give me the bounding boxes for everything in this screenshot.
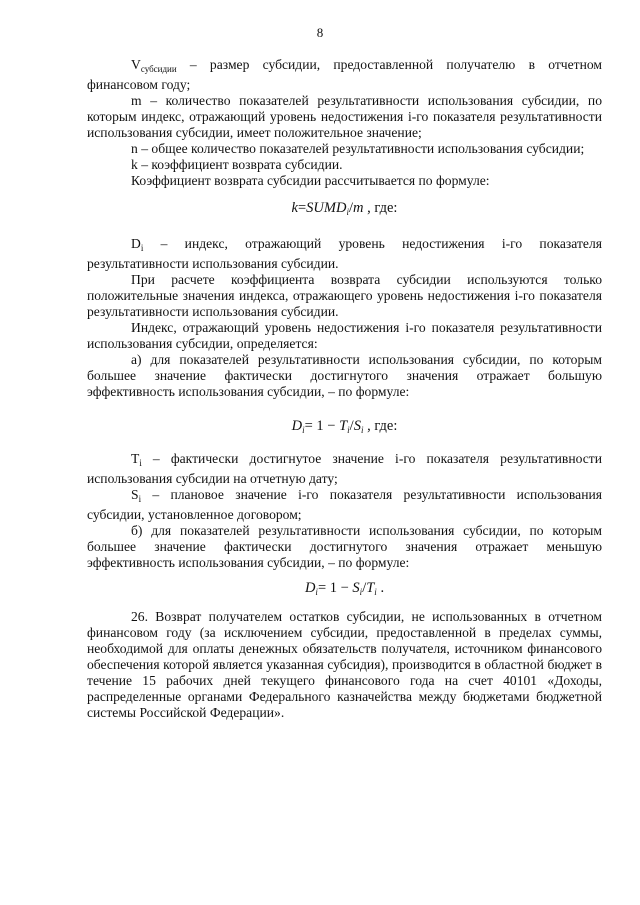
formula-b-lhs-sub: i [315, 587, 318, 597]
di-definition-text: – индекс, отражающий уровень недостижения i-го показателя результативности использования субсидии. [87, 236, 602, 271]
formula-a-num-sub: i [347, 425, 350, 435]
v-subscript: субсидии [140, 64, 177, 74]
di-subscript: i [140, 243, 144, 253]
ti-symbol: T [131, 451, 140, 466]
formula-b-den-sub: i [374, 587, 377, 597]
formula-a-num: T [339, 418, 348, 434]
index-determined-paragraph: Индекс, отражающий уровень недостижения i-го показателя результативности использования субсидии, определяется: [87, 320, 602, 351]
page-number: 8 [316, 25, 324, 40]
positive-values-paragraph: При расчете коэффициента возврата субсидии используются только положительные значения индекса, отражающего уровень недостижения i-го показателя результативности использования субсидии. [87, 272, 602, 319]
formula-b-div: / [362, 580, 367, 596]
v-definition [87, 57, 602, 93]
formula-b-num: S [352, 580, 360, 596]
document-body [87, 57, 602, 721]
ti-definition-text: – фактически достигнутое значение i-го показателя результативности использования субсидии на отчетную дату; [87, 451, 602, 486]
m-definition: m – количество показателей результативности использования субсидии, по которым индекс, отражающий уровень недостижения i-го показателя результативности использования субсидии, имеет положительное значение; [87, 93, 602, 140]
formula-k [87, 200, 602, 220]
formula-k-tail: , где: [363, 200, 398, 216]
formula-k-m: m [353, 200, 364, 216]
formula-k-div: / [348, 200, 353, 216]
k-definition: k – коэффициент возврата субсидии. [131, 157, 343, 172]
formula-k-fn: SUMD [306, 200, 347, 216]
formula-k-intro: Коэффициент возврата субсидии рассчитывается по формуле: [131, 173, 490, 188]
formula-a-eq: = 1 − [304, 418, 340, 434]
case-b-paragraph: б) для показателей результативности использования субсидии, по которым большее значение фактически достигнутого значения отражает меньшую эффективность использования субсидии, – по формуле: [87, 523, 602, 570]
formula-b-num-sub: i [359, 587, 363, 597]
formula-b-lhs: D [304, 580, 316, 596]
item-26-paragraph: 26. Возврат получателем остатков субсидии, не использованных в отчетном финансовом году (за исключением субсидии, предоставленной в пределах суммы, необходимой для оплаты денежных обязательств получателя, источником финансового обеспечения которой является указанная субсидия), производится в областной бюджет в течение 15 рабочих дней текущего финансового года на счет 40101 «Доходы, распределенные органами Федерального казначейства между бюджетами бюджетной системы Российской Федерации». [87, 609, 602, 720]
formula-a-den-sub: i [360, 425, 364, 435]
formula-b-den: T [366, 580, 375, 596]
formula-a-den: S [353, 418, 361, 434]
formula-a-tail: , где: [363, 418, 398, 434]
formula-a-div: / [349, 418, 354, 434]
formula-k-eq: = [297, 200, 307, 216]
n-definition: n – общее количество показателей результативности использования субсидии; [131, 141, 585, 156]
ti-definition [87, 451, 602, 487]
si-definition [87, 487, 602, 523]
ti-subscript: i [139, 458, 142, 468]
formula-a-lhs-sub: i [302, 425, 305, 435]
si-symbol: S [131, 487, 139, 502]
case-a-paragraph: а) для показателей результативности использования субсидии, по которым большее значение фактически достигнутого значения отражает большую эффективность использования субсидии, – по формуле: [87, 352, 602, 399]
formula-b-tail: . [376, 580, 385, 596]
si-definition-text: – плановое значение i-го показателя результативности использования субсидии, установленное договором; [87, 487, 602, 522]
si-subscript: i [138, 494, 142, 504]
formula-a [87, 418, 602, 438]
formula-k-lhs: k [291, 200, 298, 216]
di-symbol: D [131, 236, 141, 251]
v-definition-text: – размер субсидии, предоставленной получателю в отчетном финансовом году; [87, 57, 602, 92]
formula-b-eq: = 1 − [317, 580, 353, 596]
di-definition [87, 236, 602, 272]
v-symbol: V [131, 57, 141, 72]
formula-a-lhs: D [291, 418, 303, 434]
formula-b [87, 580, 602, 600]
formula-k-sub: i [346, 207, 349, 217]
